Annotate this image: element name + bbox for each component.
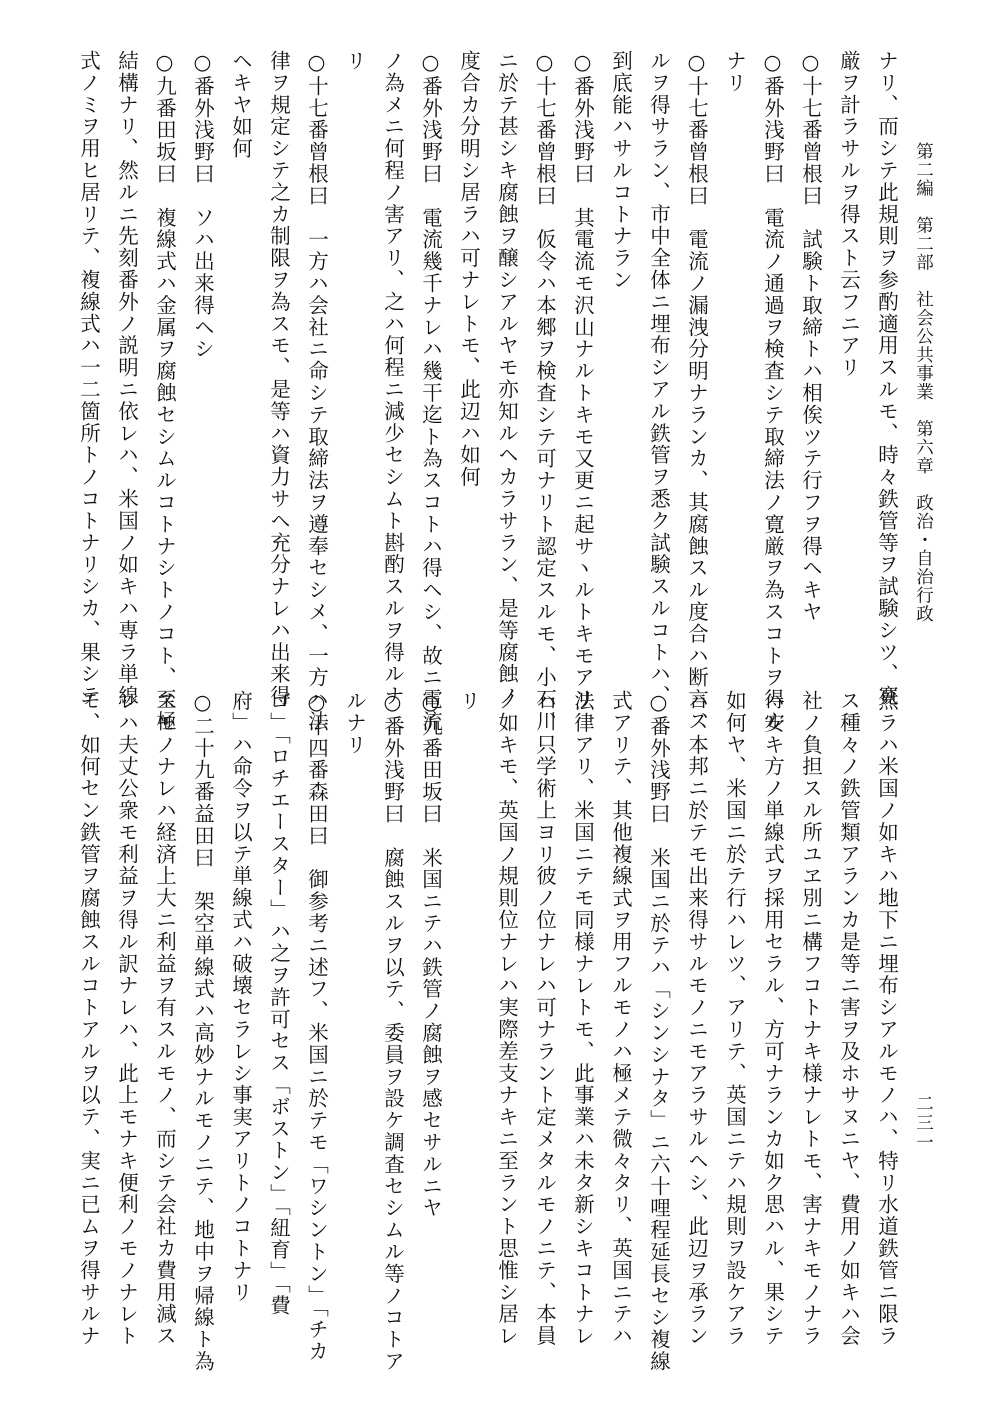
text-column: ナリ [722, 50, 747, 94]
text-column: ルヲ得サラン、市中全体ニ埋布シアル鉄管ヲ悉ク試験スルコトハ、 [646, 50, 671, 707]
text-column: ○九番田坂曰 米国ニテハ鉄管ノ腐蝕ヲ感セサルニヤ [418, 690, 443, 1220]
text-column: 社ノ負担スル所ユヱ別ニ構フコトナキ様ナレトモ、害ナキモノナラ [798, 690, 823, 1347]
text-column: ノ為メニ何程ノ害アリ、之ハ何程ニ減少セシムト斟酌スルヲ得ルナ [380, 50, 405, 707]
text-column: 府」ハ命令ヲ以テ単線式ハ破壊セラレシ事実アリトノコトナリ [228, 690, 253, 1304]
text-column: ノ如キモ、英国ノ規則位ナレハ実際差支ナキニ至ラント思惟シ居レ [494, 690, 519, 1347]
text-column: ハ、本邦ニ於テモ出来得サルモノニモアラサルヘシ、此辺ヲ承ラン [684, 690, 709, 1347]
text-column: ○十四番森田曰 御参考ニ述フ、米国ニ於テモ「ワシントン」「チカ [304, 690, 329, 1363]
text-column: スモノナレハ経済上大ニ利益ヲ有スルモノ、而シテ会社カ費用減ス [152, 690, 177, 1347]
text-column: ハ、只学術上ヨリ彼ノ位ナレハ可ナラント定メタルモノニテ、本員 [532, 690, 557, 1347]
text-column: ○番外浅野曰 電流幾千ナレハ幾干迄ト為スコトハ得ヘシ、故ニ電流 [418, 50, 443, 733]
text-column: 度合カ分明シ居ラハ可ナレトモ、此辺ハ如何 [456, 50, 481, 488]
page-number: 二三一 [913, 1094, 934, 1153]
text-column: ○十七番曾根曰 一方ハ会社ニ命シテ取締法ヲ遵奉セシメ、一方ハ法 [304, 50, 329, 733]
text-column: ○二十九番益田曰 架空単線式ハ高妙ナルモノニテ、地中ヲ帰線ト為 [190, 690, 215, 1373]
text-column: 如何ヤ、米国ニ於テ行ハレツ、アリテ、英国ニテハ規則ヲ設ケアラ [722, 690, 747, 1347]
text-column: 然ラハ米国ノ如キハ地下ニ埋布シアルモノハ、特リ水道鉄管ニ限ラ [874, 690, 899, 1347]
text-column: ルナリ [342, 690, 367, 756]
running-header: 第二編 第二部 社会公共事業 第六章 政治・自治行政 [913, 142, 934, 623]
text-column: ○番外浅野曰 米国ニ於テハ「シンシナタ」ニ六十哩程延長セシ複線 [646, 690, 671, 1373]
text-column: ○番外浅野曰 其電流モ沢山ナルトキモ又更ニ起サヽルトキモアリ [570, 50, 595, 711]
text-column: レハ夫丈公衆モ利益ヲ得ル訳ナレハ、此上モナキ便利ノモノナレト [114, 690, 139, 1347]
text-column: ニ於テ甚シキ腐蝕ヲ醸シアルヤモ亦知ルヘカラサラン、是等腐蝕ノ [494, 50, 519, 707]
text-column: ○番外浅野曰 腐蝕スルヲ以テ、委員ヲ設ケ調査セシムル等ノコトア [380, 690, 405, 1373]
text-column: ○番外浅野曰 ソハ出来得ヘシ [190, 50, 215, 361]
text-column: 律ヲ規定シテ之カ制限ヲ為スモ、是等ハ資力サヘ充分ナレハ出来得 [266, 50, 291, 707]
text-column: ○番外浅野曰 電流ノ通過ヲ検査シテ取締法ノ寛厳ヲ為スコトヲ得ル [760, 50, 785, 733]
text-column: ○十七番曾根曰 試験ト取締トハ相俟ツテ行フヲ得ヘキヤ [798, 50, 823, 623]
text-column: 法律アリ、米国ニテモ同様ナレトモ、此事業ハ未タ新シキコトナレ [570, 690, 595, 1347]
text-column: ○九番田坂曰 複線式ハ金属ヲ腐蝕セシムルコトナシトノコト、至極 [152, 50, 177, 733]
text-column: ゴ」「ロチエースター」ハ之ヲ許可セス「ボストン」「紐育」「費 [266, 690, 291, 1317]
text-column: ○十七番曾根曰 仮令ハ本郷ヲ検査シテ可ナリト認定スルモ、小石川 [532, 50, 557, 733]
text-column: リ [342, 50, 367, 72]
text-column: 結構ナリ、然ルニ先刻番外ノ説明ニ依レハ、米国ノ如キハ専ラ単線 [114, 50, 139, 707]
text-column: 厳ヲ計ラサルヲ得スト云フニアリ [836, 50, 861, 379]
text-column: リ [456, 690, 481, 712]
text-column: 式ノミヲ用ヒ居リテ、複線式ハ一二箇所トノコトナリシカ、果シテ [76, 50, 101, 707]
text-column: ナリ、而シテ此規則ヲ参酌適用スルモ、時々鉄管等ヲ試験シツ、寛 [874, 50, 899, 707]
text-column: ヘキヤ如何 [228, 50, 253, 160]
text-column: 到底能ハサルコトナラン [608, 50, 633, 291]
text-column: 式アリテ、其他複線式ヲ用フルモノハ極メテ微々タリ、英国ニテハ [608, 690, 633, 1347]
text-column: ハ安キ方ノ単線式ヲ採用セラル、方可ナランカ如ク思ハル、果シテ [760, 690, 785, 1347]
text-column: モ、如何セン鉄管ヲ腐蝕スルコトアルヲ以テ、実ニ已ムヲ得サルナ [76, 690, 101, 1347]
text-column: ス種々ノ鉄管類アランカ是等ニ害ヲ及ホサヌニヤ、費用ノ如キハ会 [836, 690, 861, 1347]
text-column: ○十七番曾根曰 電流ノ漏洩分明ナランカ、其腐蝕スル度合ハ断言ス [684, 50, 709, 733]
